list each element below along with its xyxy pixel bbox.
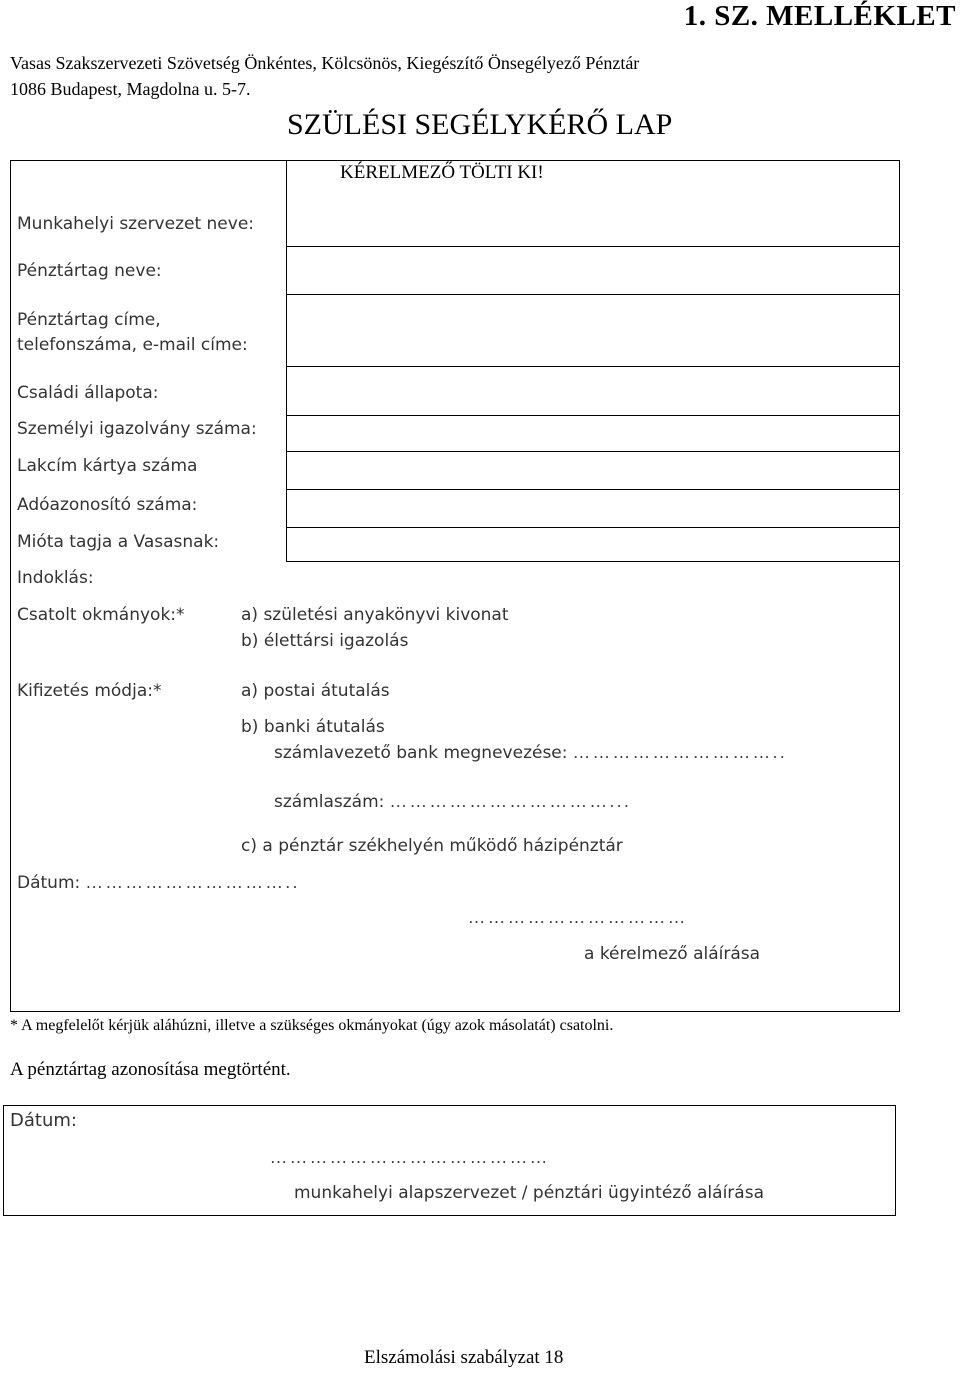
verification-date-label[interactable]: Dátum: bbox=[10, 1110, 77, 1131]
field-divider bbox=[286, 294, 900, 295]
member-contact-line-1: Pénztártag címe, bbox=[17, 310, 161, 330]
verification-signature-label: munkahelyi alapszervezet / pénztári ügyintéző aláírása bbox=[294, 1183, 764, 1203]
id-card-label: Személyi igazolvány száma: bbox=[17, 419, 257, 439]
date-dots: ………………………….. bbox=[85, 873, 301, 892]
member-name-label: Pénztártag neve: bbox=[17, 261, 162, 281]
attachment-option-a[interactable]: a) születési anyakönyvi kivonat bbox=[241, 605, 509, 625]
attachment-option-b[interactable]: b) élettársi igazolás bbox=[241, 631, 409, 651]
payment-option-b[interactable]: b) banki átutalás bbox=[241, 717, 385, 737]
field-divider bbox=[286, 527, 900, 528]
organization-header bbox=[10, 50, 639, 102]
annex-label: 1. SZ. MELLÉKLET bbox=[683, 0, 956, 32]
field-divider bbox=[286, 489, 900, 490]
account-number-dots: ……………………………... bbox=[389, 792, 632, 811]
date-field[interactable] bbox=[17, 870, 300, 896]
member-since-label: Mióta tagja a Vasasnak: bbox=[17, 532, 220, 552]
marital-status-label: Családi állapota: bbox=[17, 383, 159, 403]
page-footer: Elszámolási szabályzat 18 bbox=[364, 1347, 564, 1368]
bank-name-label: számlavezető bank megnevezése: bbox=[274, 743, 568, 763]
bank-name-field[interactable] bbox=[274, 740, 787, 766]
member-contact-line-2: telefonszáma, e-mail címe: bbox=[17, 335, 248, 355]
footnote: * A megfelelőt kérjük aláhúzni, illetve a szükséges okmányokat (úgy azok másolatát) csatolni. bbox=[10, 1017, 614, 1034]
date-label: Dátum: bbox=[17, 873, 81, 893]
verification-signature-line[interactable] bbox=[270, 1148, 550, 1168]
organization-address: 1086 Budapest, Magdolna u. 5-7. bbox=[10, 79, 251, 99]
payment-option-c[interactable]: c) a pénztár székhelyén működő házipénztár bbox=[241, 836, 623, 856]
member-contact-label bbox=[17, 308, 248, 358]
payment-method-label: Kifizetés módja:* bbox=[17, 681, 162, 701]
applicant-signature-dots: …………………………… bbox=[468, 908, 688, 927]
form-subtitle: KÉRELMEZŐ TÖLTI KI! bbox=[340, 162, 544, 183]
field-values-box bbox=[286, 160, 900, 562]
payment-option-a[interactable]: a) postai átutalás bbox=[241, 681, 390, 701]
organization-name: Vasas Szakszervezeti Szövetség Önkéntes, Kölcsönös, Kiegészítő Önsegélyező Pénztár bbox=[10, 53, 640, 73]
bank-name-dots: ………………………….. bbox=[572, 743, 788, 762]
field-divider bbox=[286, 366, 900, 367]
workplace-label: Munkahelyi szervezet neve: bbox=[17, 214, 255, 234]
field-divider bbox=[286, 246, 900, 247]
field-divider bbox=[286, 415, 900, 416]
tax-id-label: Adóazonosító száma: bbox=[17, 495, 198, 515]
address-card-label: Lakcím kártya száma bbox=[17, 456, 198, 476]
reason-label: Indoklás: bbox=[17, 568, 94, 588]
field-divider bbox=[286, 451, 900, 452]
account-number-label: számlaszám: bbox=[274, 792, 385, 812]
form-title: SZÜLÉSI SEGÉLYKÉRŐ LAP bbox=[287, 108, 673, 141]
verification-signature-dots: …………………………………… bbox=[270, 1148, 550, 1167]
applicant-signature-label: a kérelmező aláírása bbox=[584, 944, 761, 964]
identification-statement: A pénztártag azonosítása megtörtént. bbox=[10, 1059, 291, 1080]
applicant-signature-line[interactable] bbox=[468, 908, 688, 928]
account-number-field[interactable] bbox=[274, 789, 632, 815]
attachments-label: Csatolt okmányok:* bbox=[17, 605, 185, 625]
